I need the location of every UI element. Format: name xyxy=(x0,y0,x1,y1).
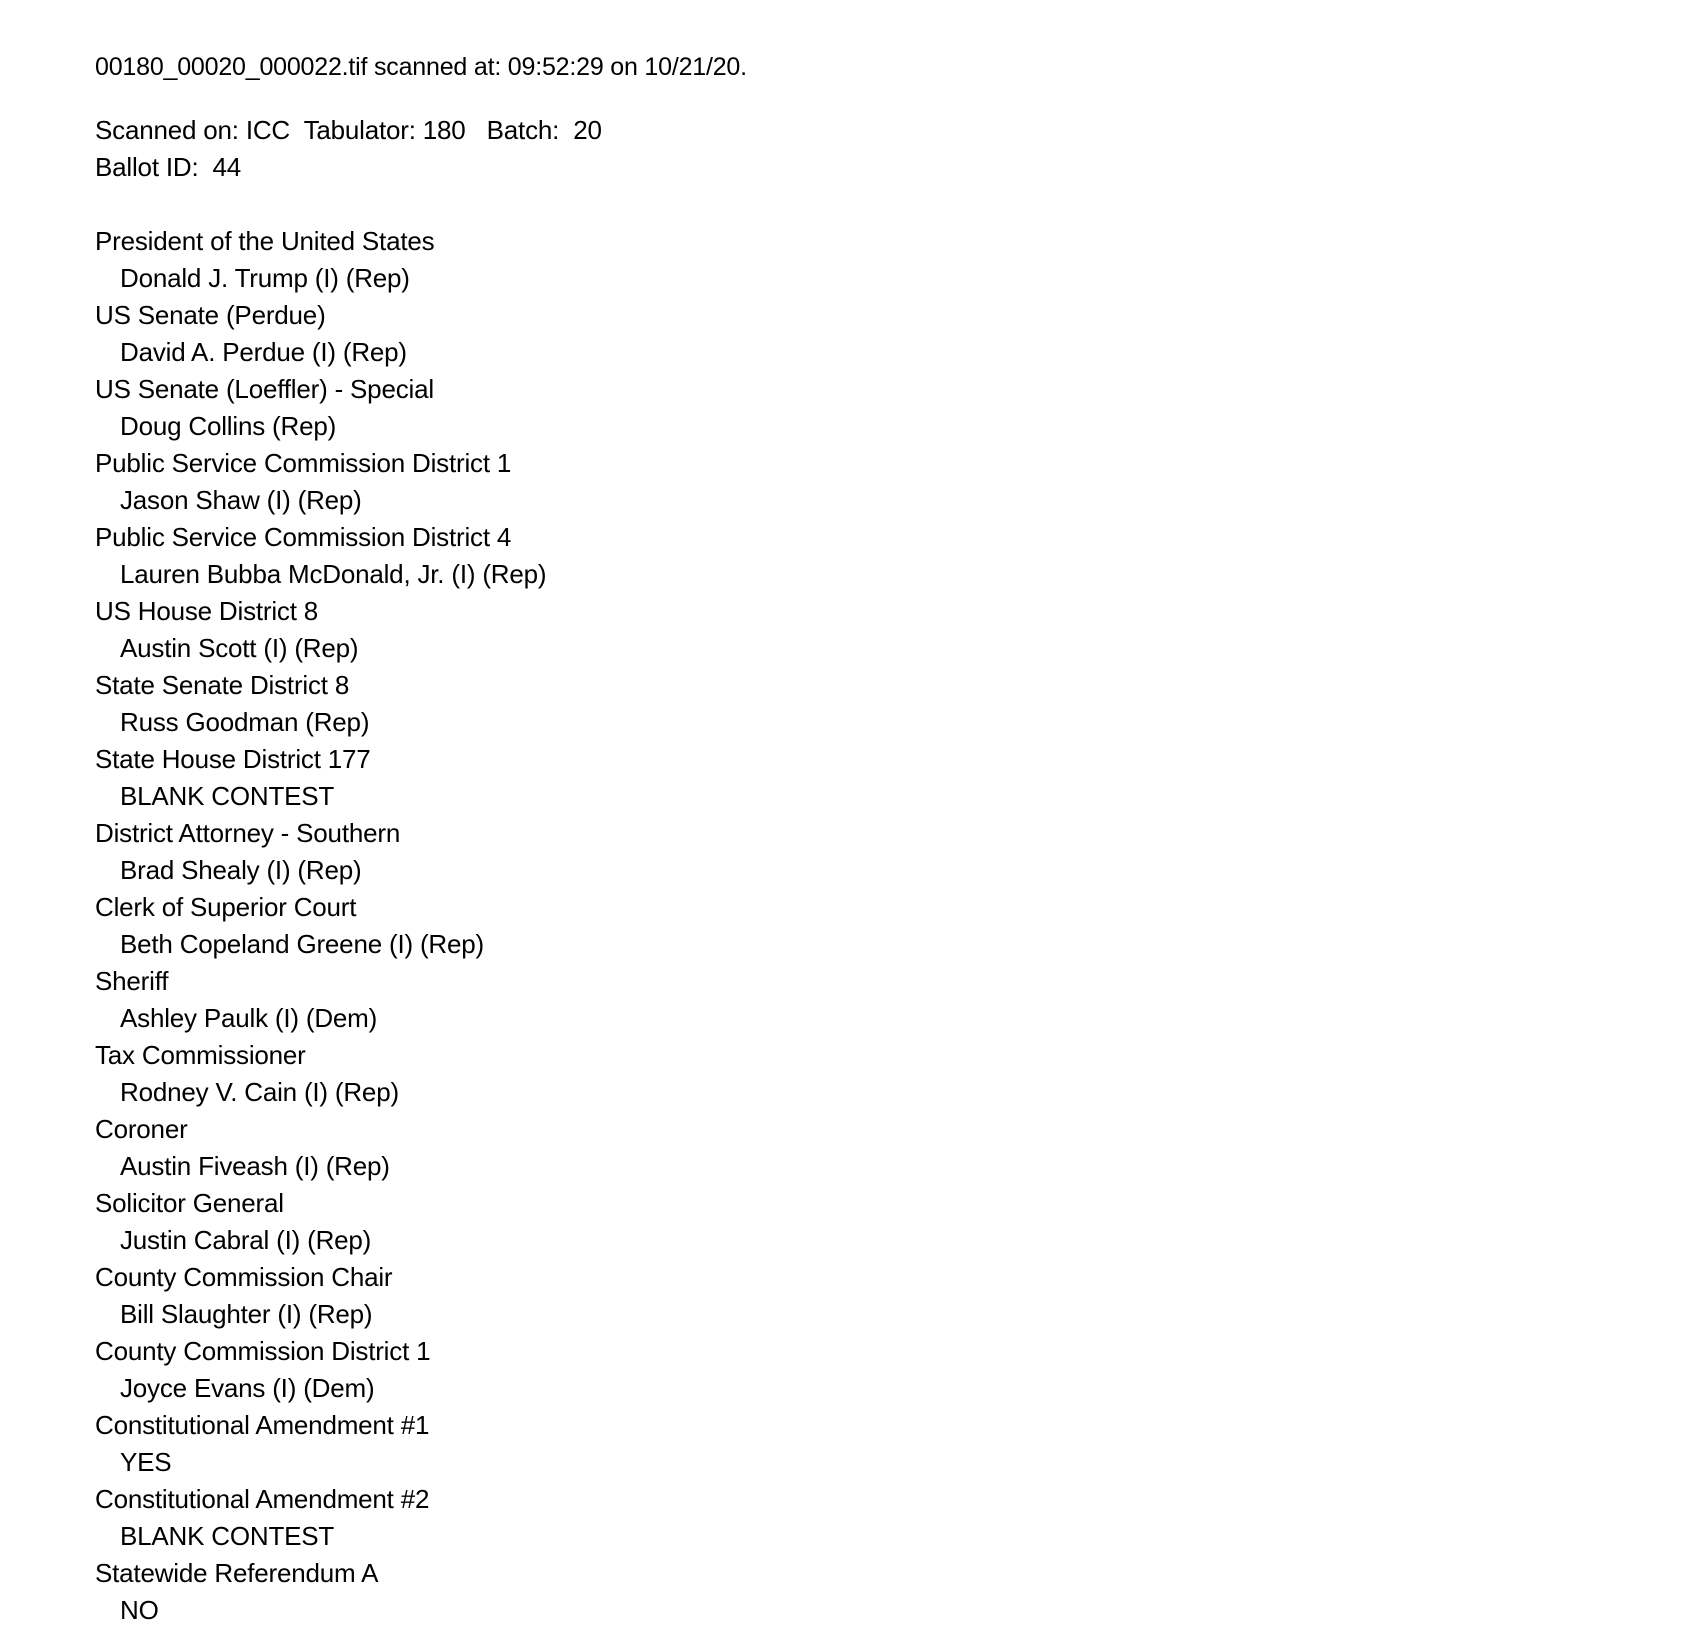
scan-filename-line: 00180_00020_000022.tif scanned at: 09:52:29 on 10/21/20. xyxy=(95,53,747,81)
contest-selection: YES xyxy=(120,1447,172,1477)
contest-office: US Senate (Loeffler) - Special xyxy=(95,374,434,404)
contest-row xyxy=(95,223,1663,297)
contest-row xyxy=(95,371,1663,445)
contest-row xyxy=(95,741,1663,815)
contest-row xyxy=(95,1555,1663,1629)
contest-row xyxy=(95,815,1663,889)
contest-row xyxy=(95,1259,1663,1333)
contest-row xyxy=(95,1481,1663,1555)
contest-office: Coroner xyxy=(95,1114,188,1144)
contest-office: Solicitor General xyxy=(95,1188,284,1218)
contest-row xyxy=(95,1037,1663,1111)
contest-selection: Jason Shaw (I) (Rep) xyxy=(120,485,362,515)
contest-selection: Joyce Evans (I) (Dem) xyxy=(120,1373,375,1403)
scanner-info-line: Scanned on: ICC Tabulator: 180 Batch: 20 xyxy=(95,115,602,145)
contest-row xyxy=(95,297,1663,371)
contest-office: State Senate District 8 xyxy=(95,670,350,700)
contest-selection: BLANK CONTEST xyxy=(120,781,335,811)
contest-office: County Commission District 1 xyxy=(95,1336,431,1366)
ballot-id-line: Ballot ID: 44 xyxy=(95,152,242,182)
contest-office: Sheriff xyxy=(95,966,169,996)
contest-row xyxy=(95,963,1663,1037)
contest-office: Statewide Referendum A xyxy=(95,1558,379,1588)
contest-row xyxy=(95,667,1663,741)
contest-office: Clerk of Superior Court xyxy=(95,892,357,922)
contest-selection: Brad Shealy (I) (Rep) xyxy=(120,855,362,885)
contest-office: Public Service Commission District 4 xyxy=(95,522,512,552)
contest-selection: Justin Cabral (I) (Rep) xyxy=(120,1225,372,1255)
contest-office: Tax Commissioner xyxy=(95,1040,306,1070)
contest-selection: Russ Goodman (Rep) xyxy=(120,707,370,737)
contest-selection: Beth Copeland Greene (I) (Rep) xyxy=(120,929,484,959)
contest-selection: Lauren Bubba McDonald, Jr. (I) (Rep) xyxy=(120,559,547,589)
contest-row xyxy=(95,1333,1663,1407)
contest-selection: Bill Slaughter (I) (Rep) xyxy=(120,1299,373,1329)
contest-office: US Senate (Perdue) xyxy=(95,300,326,330)
contest-selection: BLANK CONTEST xyxy=(120,1521,335,1551)
contest-row xyxy=(95,1407,1663,1481)
contest-row xyxy=(95,1111,1663,1185)
contest-row xyxy=(95,889,1663,963)
contest-office: President of the United States xyxy=(95,226,435,256)
contest-selection: Austin Fiveash (I) (Rep) xyxy=(120,1151,390,1181)
contest-office: County Commission Chair xyxy=(95,1262,393,1292)
contest-office: State House District 177 xyxy=(95,744,371,774)
contest-selection: NO xyxy=(120,1595,159,1625)
contest-selection: Doug Collins (Rep) xyxy=(120,411,337,441)
contest-selection: Donald J. Trump (I) (Rep) xyxy=(120,263,410,293)
contest-row xyxy=(95,1185,1663,1259)
contest-row xyxy=(95,519,1663,593)
contest-list xyxy=(95,223,1663,1629)
contest-row xyxy=(95,593,1663,667)
contest-selection: Rodney V. Cain (I) (Rep) xyxy=(120,1077,399,1107)
contest-selection: David A. Perdue (I) (Rep) xyxy=(120,337,407,367)
contest-row xyxy=(95,445,1663,519)
contest-selection: Ashley Paulk (I) (Dem) xyxy=(120,1003,378,1033)
contest-office: US House District 8 xyxy=(95,596,319,626)
contest-office: Constitutional Amendment #1 xyxy=(95,1410,430,1440)
contest-office: District Attorney - Southern xyxy=(95,818,401,848)
contest-office: Public Service Commission District 1 xyxy=(95,448,512,478)
contest-office: Constitutional Amendment #2 xyxy=(95,1484,430,1514)
contest-selection: Austin Scott (I) (Rep) xyxy=(120,633,359,663)
